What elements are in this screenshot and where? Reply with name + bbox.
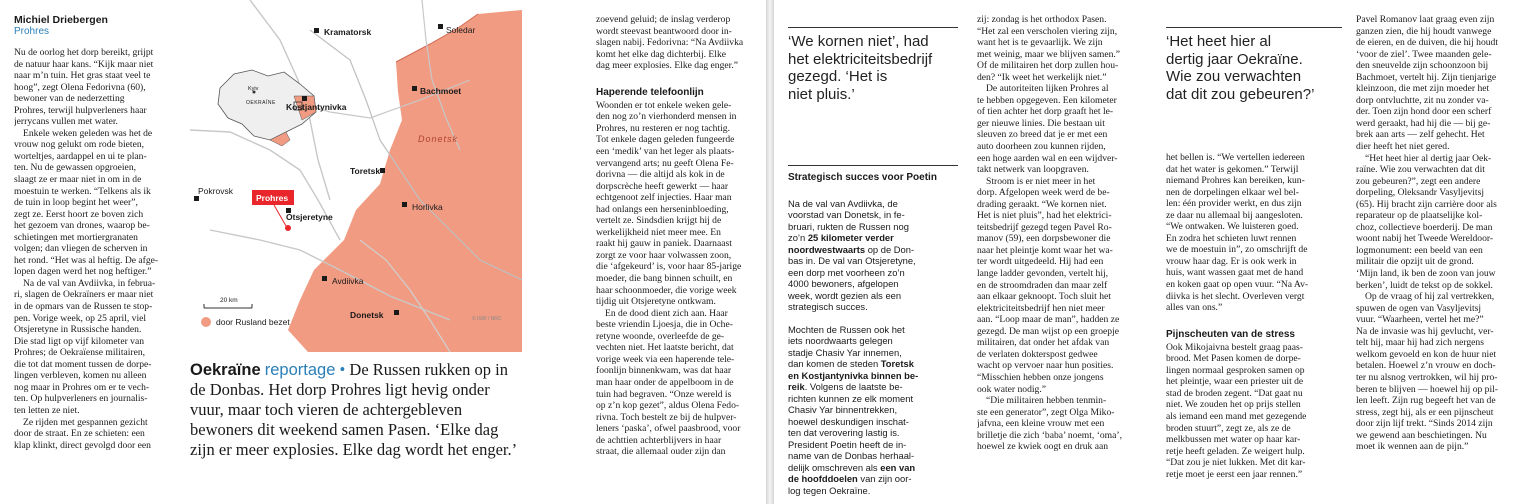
inset-label-country: OEKRAÏNE (246, 100, 276, 106)
city-avdiivka: Avdiivka (332, 276, 364, 286)
text-line: hoewel ze kwiek oogt en druk aan (977, 441, 1109, 453)
text-line: Nu de oorlog het dorp bereikt, grijpt (14, 47, 154, 58)
info-box-paragraph-2 (788, 324, 958, 497)
text-line: den sneuvelde zijn schoonzoon bij (1356, 60, 1489, 72)
text-run: voorstad van Donetsk, in fe- (788, 209, 905, 220)
text-line: dertig jaar Oekraïne. (1166, 50, 1303, 68)
text-line: “We ontwaken. We luisteren goed. (1166, 221, 1299, 233)
text-line: lange ladder gevonden, vertelt hij, (977, 268, 1109, 280)
city-kostjantynivka: Kostjantynivka (286, 102, 347, 112)
text-line: raakt hij gauw in paniek. Daarnaast (596, 238, 732, 250)
text-line: slagen nabij. Fedorivna: “Na Avdiivka (596, 37, 744, 49)
text-line: melkbussen met water op haar kar- (1166, 434, 1301, 446)
text-line: Prohres; de Oekraïense militairen, (14, 347, 146, 359)
text-line: de achttien achterblijvers in haar (596, 434, 722, 446)
text-line: zoevend geluid; de inslag verderop (596, 14, 731, 25)
text-line: kleinzoon, die met zijn moeder het (1356, 83, 1490, 95)
text-line: elektriciteitsbedrijf hen niet meer (977, 302, 1105, 314)
text-run: iets noordwaarts gelegen (788, 335, 893, 346)
text-line: teitsbedrijf gezegd tegen Pavel Ro- (977, 221, 1112, 233)
text-line: vertelt ze. Sindsdien krijgt hij de (596, 215, 722, 227)
text-line: Op de vraag of hij zal vertrekken, (1365, 291, 1495, 303)
text-line: ‘voor de ziel’. Twee maanden gele- (1356, 48, 1492, 60)
text-line: takt netwerk van loopgraven. (977, 164, 1089, 176)
text-line: alles van ons.” (1166, 302, 1223, 314)
text-line: het pleintje, waar een priester uit de (1166, 376, 1304, 388)
text-line: schietingen met mortiergranaten (14, 231, 138, 243)
text-line: door de straat. En ze schieten: een (14, 428, 145, 440)
text-line: dorp ontvluchtte, zit nu zonder va- (1356, 94, 1489, 106)
text-line: Woonden er tot enkele weken gele- (596, 99, 732, 111)
text-line: Pavel Romanov laat graag even zijn (1356, 14, 1495, 25)
text-line: aan elkaar geknoopt. Toch sluit het (977, 291, 1111, 303)
text-line: “Die militairen hebben tenmin- (986, 395, 1107, 407)
text-line: gezegd. ‘Het is (788, 68, 888, 85)
text-line: het gezoem van drones, waarop be- (14, 220, 150, 232)
article-column-5 (1166, 152, 1340, 480)
text-line: brek aan arts — zelf gehecht. Het (1356, 129, 1485, 141)
text-line: die ‘afgekeurd’ is, voor haar 85-jarige (596, 261, 742, 273)
text-run: name van de Donbas herhaal- (788, 450, 915, 461)
bold-text: 25 kilometer verder (807, 232, 894, 243)
text-line: als iemand een mand met gezegende (1166, 411, 1307, 423)
text-line: Na de val van Avdiivka, in februa- (23, 277, 156, 289)
city-horlivka: Horlivka (412, 202, 443, 212)
text-line: choz, collectieve boerderij. De man (1356, 221, 1493, 233)
author-name: Michiel Driebergen (14, 14, 108, 26)
text-line: de verlaten dokterspost gedwee (977, 348, 1098, 360)
text-line: ter wordt uitgedeeld. Hij had een (977, 256, 1104, 268)
text-line: niet pluis.’ (788, 85, 855, 103)
text-line: dorpscrèche heeft gewerkt — haar (596, 180, 729, 192)
text-line: Otsjeretyne in Russische handen. (14, 324, 142, 336)
text-line: Pijnscheuten van de stress (1166, 329, 1295, 341)
text-line: slaagt ze er maar niet in om in de (14, 174, 142, 186)
text-line: we de moestuin in”, zo omschrijft de (1166, 244, 1308, 256)
text-line: welkom gevoeld en kon de huur niet (1356, 348, 1497, 360)
text-line: dag meer explosies. Elke dag enger.” (596, 60, 738, 72)
text-line: leners ‘paska’, ofwel paasbrood, voor (596, 423, 741, 435)
text-line: broden stuurt”, zegt ze, als ze de (1166, 422, 1291, 434)
text-line: lingen normaal gesproken samen op (1166, 364, 1305, 376)
text-line: de eieren, en de duiven, die hij houdt (1356, 37, 1498, 49)
bold-text: een van (880, 461, 916, 473)
text-line: werkelijkheid niet meer mee. En (596, 226, 721, 238)
text-line: een ‘medik’ van het leger als plaats- (596, 146, 735, 158)
text-line: Enkele weken geleden was het de (23, 127, 153, 139)
text-run: strategisch succes. (788, 301, 868, 312)
text-line: worteltjes, aardappel en ui te plan- (14, 150, 147, 162)
text-run: . Volgens de laatste be- (804, 381, 903, 392)
text-line: zij: zondag is het orthodox Pasen. (977, 14, 1107, 25)
bold-text: en Kostjantynivka binnen be- (788, 369, 919, 381)
text-line: “Het zal een verscholen viering zijn, (977, 25, 1118, 37)
label-prohres: Prohres (256, 193, 289, 203)
text-line: man haar onder de appelboom in de (596, 376, 734, 388)
page-gutter (766, 0, 774, 504)
text-line: had onlangs een herseninbloeding, (596, 203, 729, 215)
city-pokrovsk: Pokrovsk (198, 186, 233, 196)
text-line: vrouw nog gelukt om rode bieten, (14, 139, 145, 151)
text-run: Chasiv Yar binnentrekken, (788, 404, 898, 415)
text-line: De autoriteiten lijken Prohres al (986, 83, 1109, 95)
text-line: met weinig, maar we blijven samen.” (977, 48, 1121, 60)
text-line: het rond. “Het was al heftig. De afge- (14, 254, 159, 266)
text-line: komt het elke dag dichterbij. Elke (596, 48, 727, 60)
text-line: pen. Vorige week, op 25 april, viel (14, 312, 147, 324)
text-line: moet ik wennen aan de pijn.” (1356, 441, 1469, 453)
region-donetsk: Donetsk (418, 134, 459, 144)
left-newspaper-page (0, 0, 766, 504)
legend-swatch (201, 317, 211, 327)
text-line: rivna. Toch bestelt ze bij de hulpver- (596, 411, 737, 423)
article-headline (190, 360, 520, 460)
text-line: want het is te gevaarlijk. We zijn (977, 37, 1103, 49)
text-line: auto doorheen zou kunnen rijden, (977, 141, 1106, 153)
map-credit: © ISW / NRC (472, 316, 502, 322)
text-line: stress, zegt hij, als er een pijnscheut (1356, 406, 1494, 418)
info-box-strategisch-succes (788, 165, 958, 504)
text-line: dat dit zou gebeuren?’ (1166, 85, 1315, 103)
text-line: retje moet je eerst een jaar rennen.” (1166, 468, 1303, 480)
text-line: op z’n kop gezet”, aldus Olena Fedo- (596, 400, 740, 412)
text-line: we gewend aan beschietingen. Nu (1356, 429, 1487, 441)
text-line: jerrycans vullen met water. (14, 116, 118, 128)
text-line: dier heeft het niet gered. (1356, 141, 1450, 153)
text-run: Mochten de Russen ook het (788, 323, 905, 335)
text-line: jafvna, een kleine vrouw met een (977, 418, 1105, 430)
text-line: betalen. Hoewel z’n vrouw en doch- (1356, 360, 1496, 372)
text-run: delijk omschreven als (788, 461, 881, 473)
text-line: moeder, die bang binnen schuilt, en (596, 273, 733, 285)
text-run: van zijn oor- (857, 473, 912, 484)
text-line: aan. “Loop maar de man”, hadden ze (977, 314, 1120, 326)
text-run: dan komen de steden (788, 358, 881, 369)
text-line: retje heeft geladen. Ze weigert hulp. (1166, 445, 1305, 457)
text-line: den? “Ik weet het werkelijk niet.” (977, 71, 1107, 83)
city-kramatorsk: Kramatorsk (324, 27, 372, 37)
text-line: Ook Mikojaivna bestelt graag paas- (1166, 341, 1303, 353)
text-line: (65). Hij bracht zijn carrière door als (1356, 198, 1497, 210)
article-column-6 (1356, 14, 1534, 453)
text-line: ten. Nu de gewassen opgroeien, (14, 162, 137, 174)
city-donetsk: Donetsk (350, 310, 384, 320)
text-line: dorpeling, Oleksandr Vasyljevitsj (1356, 187, 1484, 199)
text-line: ten letten ze niet. (14, 404, 80, 416)
text-run: hoewel deskundigen inschat- (788, 415, 909, 427)
text-line: tijdig uit Otsjeretyne ontkwam. (596, 296, 716, 308)
city-otsjeretyne: Otsjeretyne (286, 212, 333, 222)
text-line: der. Toen zijn hond door een scherf (1356, 106, 1492, 118)
text-line: “Het heet hier al dertig jaar Oek- (1365, 152, 1492, 164)
text-line (596, 72, 762, 84)
text-run: op de Don- (865, 243, 915, 255)
text-line: brilletje die zich ‘baba’ noemt, ‘oma’, (977, 429, 1122, 441)
text-line: bewoner van de nederzetting (14, 93, 125, 105)
text-run: zo’n (788, 232, 808, 243)
text-run: stadje Chasiv Yar innemen, (788, 346, 902, 358)
text-line: militair die opzijt uit de grond. (1356, 256, 1474, 268)
text-line: woont nabij het Tweede Wereldoor- (1356, 233, 1494, 245)
text-run: bruari, rukten de Russen nog (788, 220, 909, 232)
text-run: log tegen Oekraïne. (788, 484, 871, 496)
text-line: wacht op vervoer naar hun posities. (977, 360, 1114, 372)
city-soledar: Soledar (446, 25, 476, 35)
text-line: ri, slagen de Oekraïners er maar niet (14, 289, 154, 301)
text-line: in de opmars van de Russen te stop- (14, 301, 153, 313)
text-line: len: één provider werkt, en dus zijn (1166, 198, 1302, 210)
text-line: ger nieuwe linies. Die bestaan uit (977, 117, 1105, 129)
text-line: werd geraakt, had hij die — bij ge- (1356, 117, 1491, 129)
text-line: nen de dorpelingen elkaar wel bel- (1166, 186, 1299, 198)
text-line: naar het pleintje komt waar het wa- (977, 244, 1113, 256)
text-line: of tien achter het dorp graaft het le- (977, 106, 1114, 118)
text-line: dorp. Afgelopen week werd de be- (977, 187, 1110, 199)
text-line: niet. We zouden het op prijs stellen (1166, 399, 1301, 411)
headline-section: reportage (264, 361, 336, 379)
text-line: zou gebeuren?”, zegt een andere (1356, 175, 1481, 187)
text-line: en koken gaat op open vuur. “Na Av- (1166, 279, 1309, 291)
text-line: militairen, dat onder het afdak van (977, 337, 1110, 349)
text-line: telt hij, maar hij had zich nergens (1356, 337, 1484, 349)
pull-quote-2 (1166, 27, 1342, 103)
text-line: vorige week via een haperende tele- (596, 353, 735, 365)
text-line: drading geraakt. “We kornen niet. (977, 198, 1107, 210)
text-run: Na de val van Avdiivka, de (788, 197, 898, 209)
city-toretsk: Toretsk (350, 166, 381, 176)
text-line: diivka is het slecht. Overleven vergt (1166, 290, 1305, 302)
text-line: ook water nodig.” (977, 383, 1047, 395)
text-line: huis, want wassen gaat met de hand (1166, 267, 1304, 279)
text-line: niemand Prohres kan bereiken, kun- (1166, 175, 1305, 187)
text-line: Bachmoet, vertelt hij. Zijn tienjarige (1356, 71, 1497, 83)
bold-text: de hoofddoelen (788, 473, 858, 484)
text-line: ‘Het heet hier al (1166, 33, 1272, 50)
text-line: Prohres, nu resteren er nog tachtig. (596, 122, 731, 134)
text-line: “Dat zou je niet lukken. Met dit kar- (1166, 457, 1306, 469)
text-line: lingen verbleven, komen nu alleen (14, 370, 147, 382)
text-line: manov (59), een dorpsbewoner die (977, 233, 1111, 245)
text-line: vervangend arts; nu geeft Olena Fe- (596, 157, 734, 169)
pull-quote-1 (788, 27, 958, 103)
text-line: vuur. “Waarheen, vertel het me?” (1356, 314, 1484, 326)
inset-label-kyiv: Kyiv (248, 86, 259, 92)
text-line: wordt steevast beantwoord door in- (596, 25, 732, 37)
text-line: vechten niet. Het laatste bericht, dat (596, 342, 734, 354)
text-line: Na de invasie was hij gevlucht, ver- (1356, 325, 1494, 337)
text-line: brood. Met Pasen komen de dorpe- (1166, 353, 1301, 365)
text-line: foonlijn binnenkwam, was dat haar (596, 365, 732, 377)
text-line: En zodra het schieten luwt rennen (1166, 232, 1297, 244)
text-line: Of de militairen het dorp zullen hou- (977, 60, 1119, 72)
text-line: volgen; dan vliegen de scherven in (14, 243, 148, 255)
text-line: en de stroomdraden dan maar zelf (977, 279, 1108, 291)
text-line: gezegd. De man wijst op een groepje (977, 325, 1119, 337)
text-line: Die stad ligt op vijf kilometer van (14, 335, 145, 347)
bold-text: Toretsk (880, 358, 914, 369)
column-1-text (14, 47, 184, 451)
headline-kicker: Oekraïne (190, 361, 261, 379)
legend-label: door Rusland bezet (216, 317, 290, 327)
text-line: lopen dagen werd het nog heftiger.” (14, 266, 152, 278)
text-line: moestuin te werken. “Telkens als ik (14, 185, 151, 197)
text-run: een dorp met voorheen zo’n (788, 266, 905, 278)
author-location: Prohres (14, 26, 50, 37)
text-line: die tot dat moment tussen de dorpe- (14, 358, 152, 370)
text-run: week, wordt gezien als een (788, 289, 902, 301)
text-line: “Misschien hebben onze jongens (977, 371, 1104, 383)
text-line: haar schoonmoeder, die vorige week (596, 284, 737, 296)
text-line: spuwen de ogen van Vasyljevitsj (1356, 302, 1482, 314)
text-run: bas in. De val van Otsjeretyne, (788, 255, 916, 266)
text-line: zegt ze. Eerst hoort ze boven zich (14, 208, 144, 220)
text-line: Wie zou verwachten (1166, 68, 1302, 85)
text-line: ze daar nu allemaal bij aangesloten. (1166, 209, 1303, 221)
text-line: zorgt ze voor haar volwassen zoon, (596, 249, 732, 261)
text-run: richten kunnen ze elk moment (788, 392, 914, 404)
text-line: beren te blijven — hoewel hij op pil- (1356, 383, 1499, 395)
info-box-paragraph-1 (788, 198, 958, 313)
text-line: ter nu alsnog vertrokken, wil hij pro- (1356, 371, 1498, 383)
text-line: de tuin in loop begint het weer”, (14, 197, 138, 209)
text-line: het bellen is. “We vertellen iedereen (1166, 152, 1305, 163)
text-line: ganzen zien, die hij houdt vanwege (1356, 25, 1492, 37)
info-box-heading: Strategisch succes voor Poetin (788, 165, 958, 184)
bold-text: reik (788, 381, 805, 392)
text-line: ‘We kornen niet’, had (788, 33, 929, 50)
text-line: straat, die allemaal ouder zijn dan (596, 446, 726, 458)
text-line: reparateur op de plaatselijke kol- (1356, 210, 1483, 222)
city-bachmoet: Bachmoet (420, 86, 462, 96)
text-line: logmonument: een beeld van een (1356, 244, 1483, 256)
text-line: stad de broden zegent. “Dat gaat nu (1166, 387, 1303, 399)
text-run: 4000 bewoners, afgelopen (788, 278, 899, 289)
article-column-1 (14, 14, 184, 451)
text-line (1166, 314, 1340, 326)
donbas-map (190, 0, 522, 352)
text-line: een hoge aarden wal en een wijdver- (977, 152, 1118, 164)
text-line: beste vriendin Ljoesja, die in Oche- (596, 319, 733, 331)
text-line: berken’, luidt de tekst op de sokkel. (1356, 279, 1493, 291)
bold-text: noordwestwaarts (788, 243, 866, 255)
text-line: sleuven zo breed dat je er met een (977, 129, 1108, 141)
text-line: ‘Mijn land, ik ben de zoon van jouw (1356, 268, 1496, 280)
text-line: Prohres, terwijl hulpverleners haar (14, 104, 147, 116)
text-line: vrouw haar dag. Er is ook werk in (1166, 255, 1297, 267)
text-line: ste een generator”, zegt Olga Miko- (977, 406, 1115, 418)
scale-label: 20 km (220, 297, 238, 304)
text-line: raïne. Wie zou verwachten dat dit (1356, 164, 1485, 176)
text-line: de natuur haar kans. “Kijk maar niet (14, 58, 154, 70)
text-line: tuin had begraven. “Onze wereld is (596, 388, 732, 400)
text-line: Tot enkele dagen geleden fungeerde (596, 134, 735, 146)
text-line: echtgenoot zelf injecties. Haar man (596, 192, 732, 204)
text-line: Stroom is er niet meer in het (986, 175, 1096, 187)
text-line: het elektriciteitsbedrijf (788, 50, 933, 68)
text-line: klap klinkt, direct gevolgd door een (14, 439, 151, 451)
text-line: te hebben opgegeven. Een kilometer (977, 94, 1117, 106)
text-line: retyne woonde, overleefde de ge- (596, 330, 725, 342)
text-line: hoog”, zegt Olena Fedorivna (60), (14, 81, 146, 93)
text-line: naar m’n tuin. Het gras staat veel te (14, 70, 151, 82)
text-run: ten dat verovering lastig is. (788, 427, 900, 438)
text-line: door zijn lijf trekt. “Sinds 2014 zijn (1356, 418, 1493, 430)
text-line: den nog zo’n vierhonderd mensen in (596, 111, 737, 123)
headline-bullet: • (339, 360, 346, 379)
text-line: En de dood dient zich aan. Haar (605, 307, 728, 319)
text-line: dorivna — die altijd als kok in de (596, 169, 725, 181)
text-line: ten. Op hulpverleners en journalis- (14, 393, 148, 405)
article-column-3 (977, 14, 1151, 453)
text-line: Haperende telefoonlijn (596, 87, 704, 99)
text-line: Ze rijden met gespannen gezicht (23, 416, 148, 428)
text-line: dat het water is gekomen.” Terwijl (1166, 163, 1299, 175)
text-line: len leeft. Zijn rug begeeft het van de (1356, 395, 1496, 407)
text-line: Het is niet pluis”, had het elektrici- (977, 210, 1112, 222)
text-run: President Poetin heeft de in- (788, 438, 907, 450)
headline-text: De Russen rukken op in de Donbas. Het dorp Prohres ligt hevig onder vuur, maar toch vieren de achtergebleven bewoners dit weekend samen Pasen. ‘Elke dag zijn er meer explosies. Elke dag wordt het enger.’ (190, 360, 518, 459)
article-column-4 (596, 14, 762, 458)
text-line: nog maar in Prohres om er te vech- (14, 381, 150, 393)
